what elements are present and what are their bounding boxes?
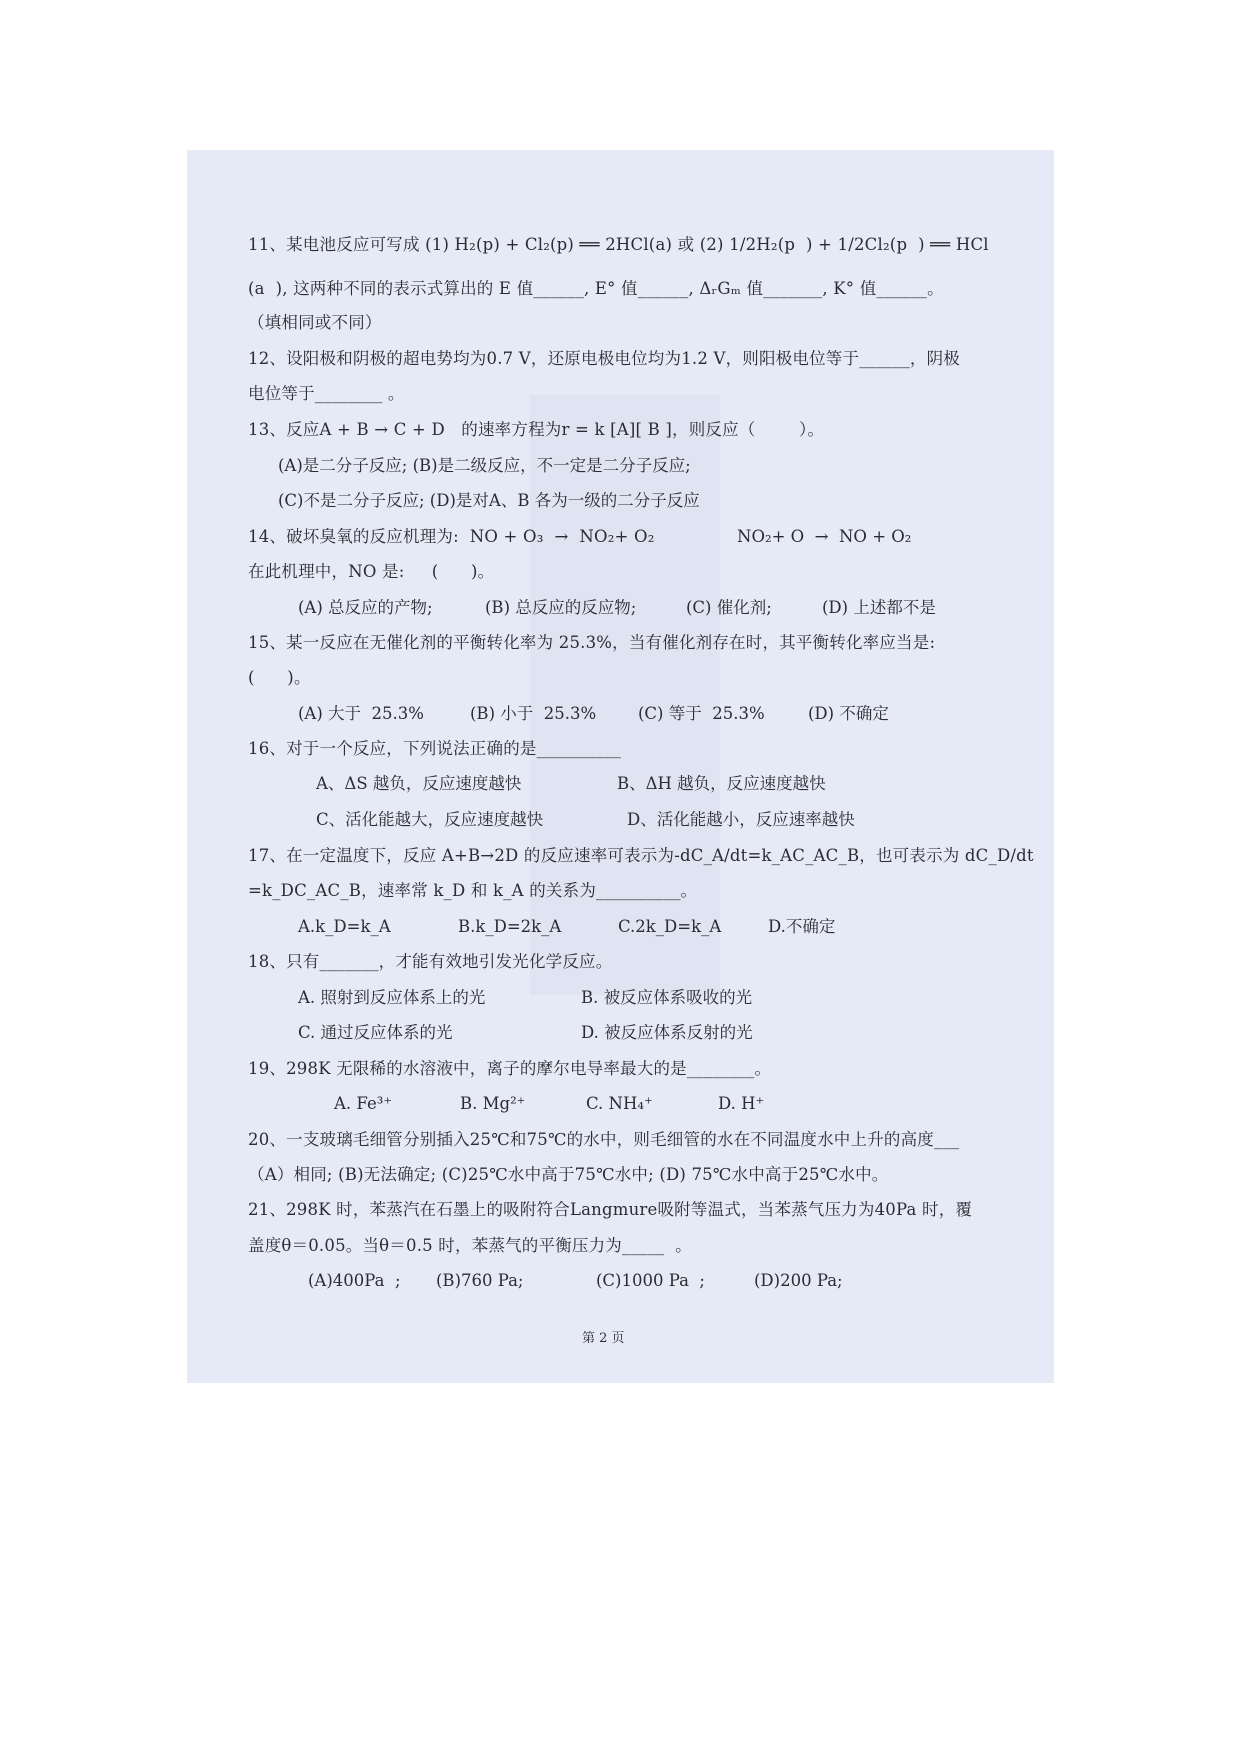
- question-15-line-1: 15、某一反应在无催化剂的平衡转化率为 25.3%，当有催化剂存在时，其平衡转化率应当是:: [248, 633, 936, 652]
- question-18-line-1: 18、只有_______，才能有效地引发光化学反应。: [248, 952, 613, 971]
- question-13-option-line-2: (C)不是二分子反应; (D)是对A、B 各为一级的二分子反应: [278, 491, 700, 510]
- question-16-option-b: B、ΔH 越负，反应速度越快: [617, 774, 826, 793]
- question-21-option-b: (B)760 Pa;: [436, 1271, 524, 1290]
- question-17-option-b: B.k_D=2k_A: [458, 917, 562, 936]
- question-17-option-a: A.k_D=k_A: [298, 917, 391, 936]
- question-15-option-c: (C) 等于 25.3%: [638, 704, 765, 723]
- question-15-option-b: (B) 小于 25.3%: [470, 704, 597, 723]
- question-21-option-d: (D)200 Pa;: [754, 1271, 843, 1290]
- question-19-option-a: A. Fe³⁺: [334, 1094, 393, 1113]
- question-14-option-a: (A) 总反应的产物;: [298, 598, 433, 617]
- question-18-option-d: D. 被反应体系反射的光: [581, 1023, 753, 1042]
- question-14-line-2: 在此机理中，NO 是: ( )。: [248, 562, 495, 581]
- question-14-mechanism-step-2: NO₂+ O → NO + O₂: [737, 527, 912, 546]
- question-16-option-c: C、活化能越大，反应速度越快: [316, 810, 544, 829]
- question-18-option-a: A. 照射到反应体系上的光: [298, 988, 486, 1007]
- question-19-option-b: B. Mg²⁺: [460, 1094, 526, 1113]
- question-19-line-1: 19、298K 无限稀的水溶液中，离子的摩尔电导率最大的是________。: [248, 1059, 772, 1078]
- question-13-option-line-1: (A)是二分子反应; (B)是二级反应，不一定是二分子反应;: [278, 456, 691, 475]
- question-21-option-c: (C)1000 Pa ;: [596, 1271, 705, 1290]
- question-14-option-c: (C) 催化剂;: [686, 598, 772, 617]
- question-21-line-1: 21、298K 时，苯蒸汽在石墨上的吸附符合Langmure吸附等温式，当苯蒸气压力为40Pa 时，覆: [248, 1200, 973, 1219]
- question-11-line-1: 11、某电池反应可写成 (1) H₂(p) + Cl₂(p) ══ 2HCl(a) 或 (2) 1/2H₂(p ) + 1/2Cl₂(p ) ══ HCl: [248, 235, 989, 254]
- question-15-line-2: ( )。: [248, 668, 311, 687]
- question-17-line-2: =k_DC_AC_B，速率常 k_D 和 k_A 的关系为__________。: [248, 881, 698, 900]
- scan-shadow: [530, 395, 720, 995]
- question-14-option-d: (D) 上述都不是: [822, 598, 936, 617]
- question-19-option-c: C. NH₄⁺: [586, 1094, 653, 1113]
- question-14-line-1: 14、破坏臭氧的反应机理为: NO + O₃ → NO₂+ O₂: [248, 527, 655, 546]
- question-21-option-a: (A)400Pa ;: [308, 1271, 401, 1290]
- question-14-option-b: (B) 总反应的反应物;: [485, 598, 637, 617]
- question-16-option-a: A、ΔS 越负，反应速度越快: [316, 774, 522, 793]
- question-15-option-d: (D) 不确定: [808, 704, 889, 723]
- question-17-option-d: D.不确定: [768, 917, 836, 936]
- question-21-line-2: 盖度θ＝0.05。当θ＝0.5 时，苯蒸气的平衡压力为_____ 。: [248, 1236, 692, 1255]
- question-15-option-a: (A) 大于 25.3%: [298, 704, 424, 723]
- question-16-option-d: D、活化能越小，反应速率越快: [627, 810, 855, 829]
- question-17-line-1: 17、在一定温度下，反应 A+B→2D 的反应速率可表示为-dC_A/dt=k_AC_AC_B，也可表示为 dC_D/dt: [248, 846, 1034, 865]
- question-16-line-1: 16、对于一个反应，下列说法正确的是__________: [248, 739, 622, 758]
- question-11-line-2: (a ), 这两种不同的表示式算出的 E 值______, E° 值______, ΔᵣGₘ 值_______, K° 值______。: [248, 279, 944, 298]
- question-17-option-c: C.2k_D=k_A: [618, 917, 722, 936]
- page-number: 第 2 页: [582, 1331, 625, 1346]
- question-18-option-b: B. 被反应体系吸收的光: [581, 988, 753, 1007]
- question-20-line-1: 20、一支玻璃毛细管分别插入25℃和75℃的水中，则毛细管的水在不同温度水中上升的高度___: [248, 1130, 960, 1149]
- question-18-option-c: C. 通过反应体系的光: [298, 1023, 453, 1042]
- question-20-line-2: （A）相同; (B)无法确定; (C)25℃水中高于75℃水中; (D) 75℃水中高于25℃水中。: [248, 1165, 889, 1184]
- question-12-line-1: 12、设阳极和阴极的超电势均为0.7 V，还原电极电位均为1.2 V，则阳极电位等于______，阴极: [248, 349, 960, 368]
- question-12-line-2: 电位等于________ 。: [248, 384, 405, 403]
- question-13-line-1: 13、反应A + B → C + D 的速率方程为r = k [A][ B ]，则反应（ ）。: [248, 420, 825, 439]
- question-19-option-d: D. H⁺: [718, 1094, 765, 1113]
- question-11-line-3: （填相同或不同）: [248, 313, 382, 332]
